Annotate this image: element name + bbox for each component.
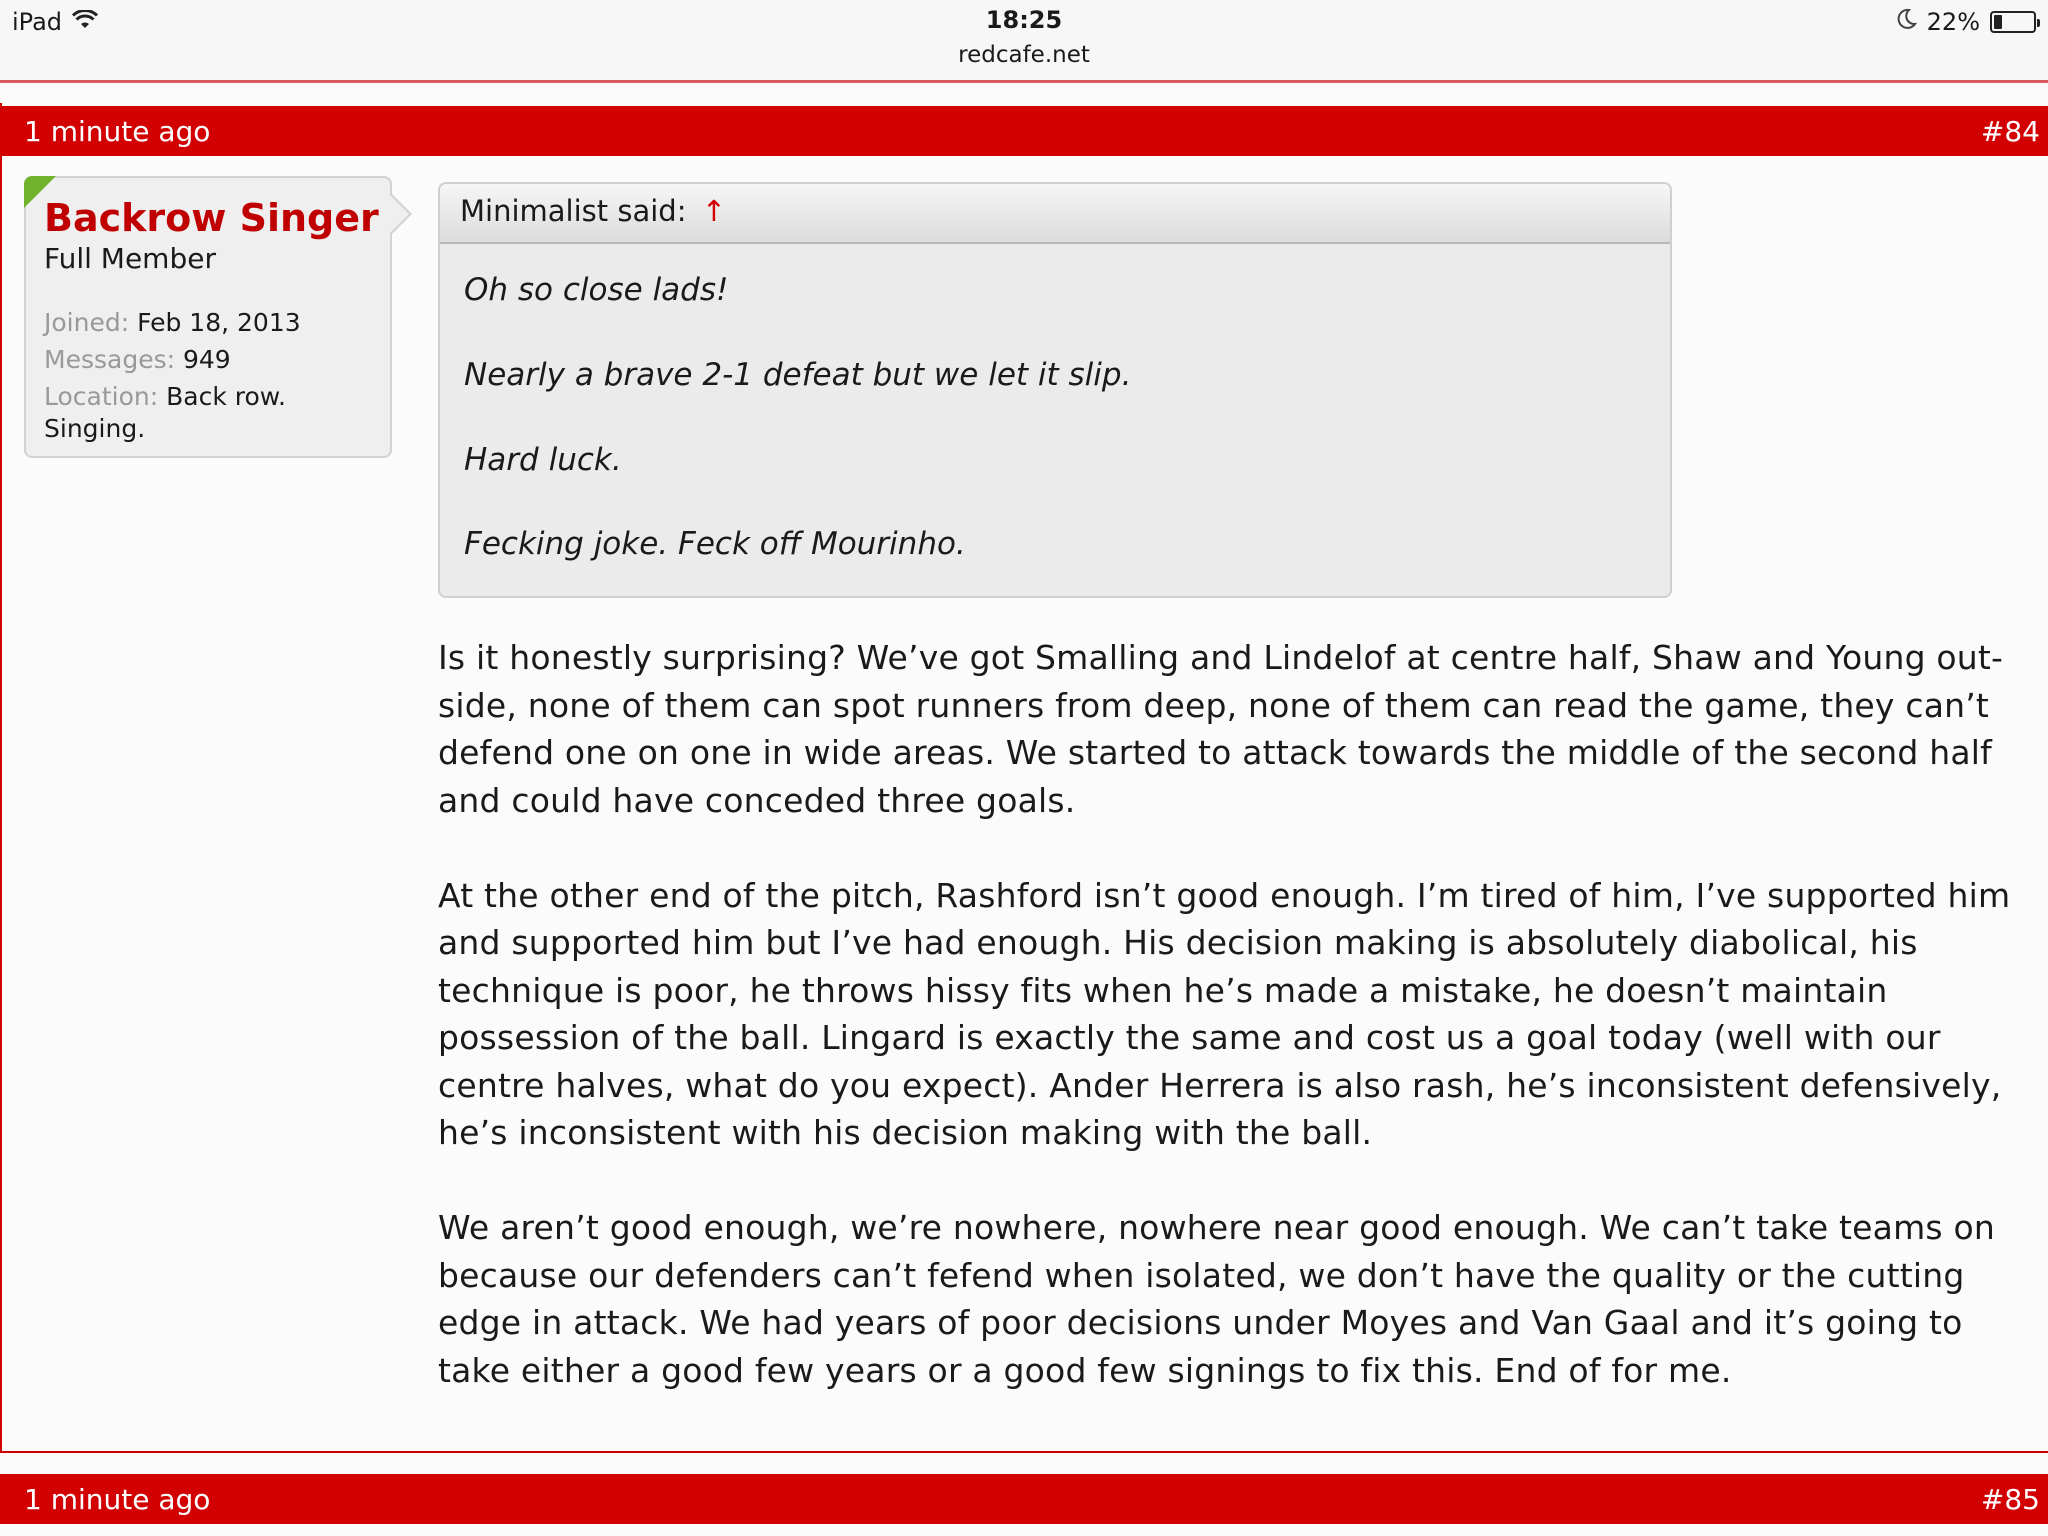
username-link[interactable]: Backrow Singer: [44, 196, 379, 240]
quote-line: Hard luck.: [464, 442, 622, 478]
message-paragraph: At the other end of the pitch, Rashford isn’t good enough. I’m tired of him, I’ve supported him and supported him but I’ve had enough. His decision making is absolutely diabolical, his technique is poor, he throws hissy fits when he’s made a mistake, he doesn’t maintain possession of the ball. Lingard is exactly the same and cost us a goal today (well with our centre halves, what do you expect). Ander Herrera is also rash, he’s inconsistent defensively, he’s inconsistent with his decision making with the ball.: [438, 875, 2011, 1152]
quote-jump-arrow-icon[interactable]: ↑: [701, 194, 726, 228]
quote-header: [440, 184, 1670, 244]
location-value-line2[interactable]: Singing.: [44, 414, 146, 443]
battery-icon: [1990, 11, 2036, 33]
stat-joined: [44, 308, 301, 337]
quote-block: [438, 182, 1672, 598]
status-right: [1897, 8, 2036, 36]
post-header-85: [0, 1474, 2048, 1524]
location-label: Location:: [44, 382, 159, 411]
joined-label: Joined:: [44, 308, 130, 337]
post-number-link[interactable]: #85: [1980, 1483, 2040, 1516]
battery-percent: 22%: [1926, 8, 1980, 36]
user-title: Full Member: [44, 242, 216, 275]
post-header: [0, 106, 2048, 156]
message-paragraph: We aren’t good enough, we’re nowhere, nowhere near good enough. We can’t take teams on because our defenders can’t fefend when isolated, we don’t have the quality or the cutting edge in attack. We had years of poor decisions under Moyes and Van Gaal and it’s going to take either a good few years or a good few signings to fix this. End of for me.: [438, 1208, 1996, 1390]
quote-line: Nearly a brave 2-1 defeat but we let it slip.: [464, 357, 1132, 393]
stat-location: [44, 382, 286, 411]
joined-value: Feb 18, 2013: [137, 308, 301, 337]
post-message: [438, 634, 2038, 1442]
battery-fill: [1994, 15, 2002, 29]
separator-line: [0, 80, 2048, 83]
stat-messages: [44, 345, 231, 374]
quote-author: Minimalist said:: [460, 194, 687, 228]
messages-value[interactable]: 949: [182, 345, 231, 374]
post-number-link[interactable]: #84: [1980, 115, 2040, 148]
card-pointer-inner: [389, 194, 409, 234]
post-time[interactable]: 1 minute ago: [24, 115, 211, 148]
clock: 18:25: [985, 6, 1063, 34]
moon-icon: [1897, 8, 1917, 36]
post-time[interactable]: 1 minute ago: [24, 1483, 211, 1516]
messages-label: Messages:: [44, 345, 176, 374]
device-label: iPad: [12, 8, 63, 36]
user-card: [24, 176, 392, 458]
status-bar: [0, 0, 2048, 82]
quote-line: Oh so close lads!: [464, 272, 729, 308]
address-bar-url[interactable]: redcafe.net: [958, 42, 1090, 68]
quote-line: Fecking joke. Feck off Mourinho.: [464, 526, 966, 562]
message-paragraph: Is it honestly surprising? We’ve got Smalling and Lindelof at centre half, Shaw and Young out-side, none of them can spot runners from deep, none of them can read the game, they can’t defend one on one in wide areas. We started to attack towards the middle of the second half and could have conceded three goals.: [438, 638, 2004, 820]
location-value-line1[interactable]: Back row.: [166, 382, 286, 411]
